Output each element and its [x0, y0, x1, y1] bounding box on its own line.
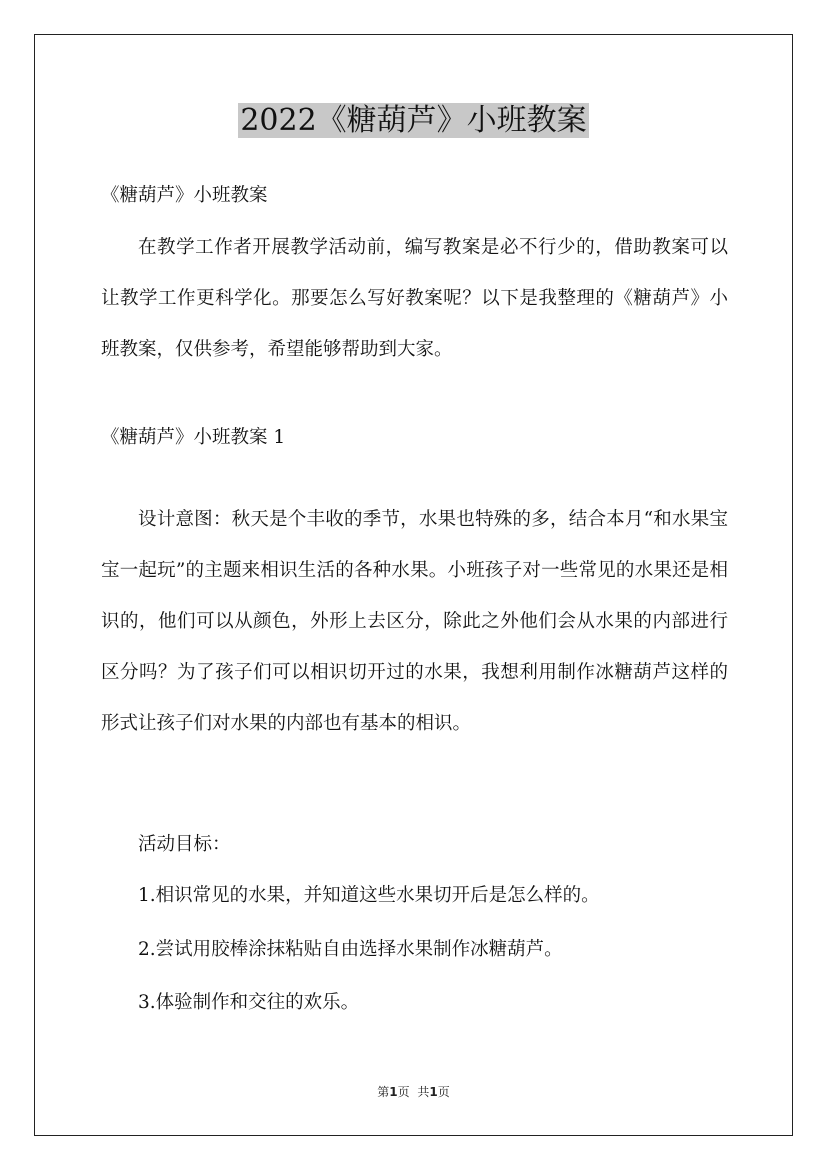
footer-total-prefix: 共: [417, 1085, 430, 1099]
document-subtitle: 《糖葫芦》小班教案: [101, 185, 268, 206]
design-intent-paragraph: 设计意图：秋天是个丰收的季节，水果也特殊的多，结合本月“和水果宝宝一起玩”的主题来相识生活的各种水果。小班孩子对一些常见的水果还是相识的，他们可以从颜色，外形上去区分，除此之外他们会从水果的内部进行区分吗？为了孩子们可以相识切开过的水果，我想利用制作冰糖葫芦这样的形式让孩子们对水果的内部也有基本的相识。: [101, 509, 728, 734]
footer-page-prefix: 第: [377, 1085, 390, 1099]
goal-item-2: 2.尝试用胶棒涂抹粘贴自由选择水果制作冰糖葫芦。: [138, 939, 563, 960]
document-title: [0, 98, 827, 144]
footer-total-unit: 页: [437, 1085, 450, 1099]
page-footer: [0, 1083, 827, 1100]
intro-paragraph: 在教学工作者开展教学活动前，编写教案是必不行少的，借助教案可以让教学工作更科学化。那要怎么写好教案呢？以下是我整理的《糖葫芦》小班教案，仅供参考，希望能够帮助到大家。: [101, 237, 728, 360]
section-heading: 《糖葫芦》小班教案 1: [101, 427, 286, 448]
footer-page-number: 1: [389, 1085, 398, 1099]
goals-heading: 活动目标：: [138, 834, 231, 855]
goal-item-1: 1.相识常见的水果，并知道这些水果切开后是怎么样的。: [138, 885, 600, 906]
document-title-text: 2022《糖葫芦》小班教案: [240, 103, 587, 138]
footer-total-number: 1: [429, 1085, 438, 1099]
footer-page-unit: 页: [397, 1085, 410, 1099]
goal-item-3: 3.体验制作和交往的欢乐。: [138, 992, 360, 1013]
